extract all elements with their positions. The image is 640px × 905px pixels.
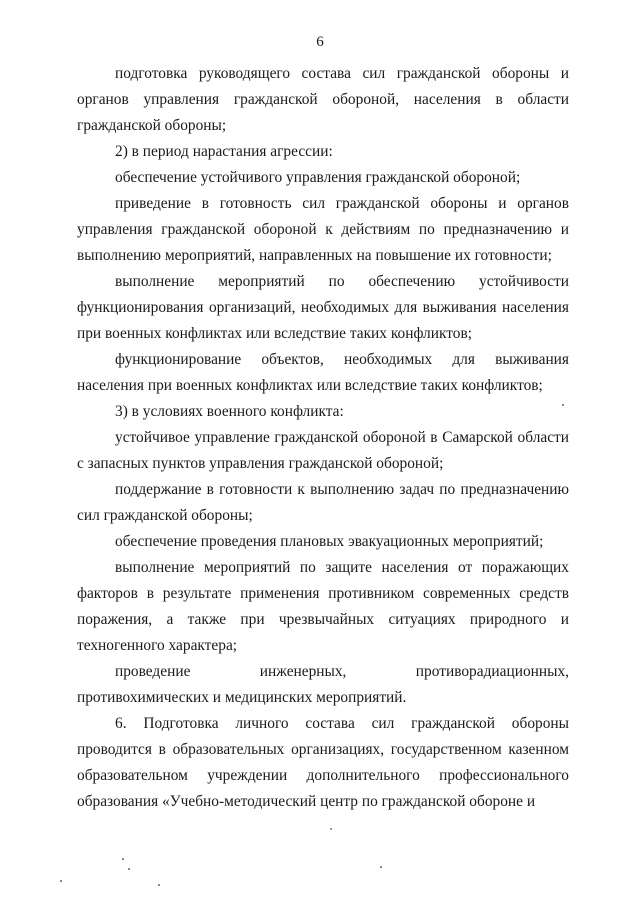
paragraph-10: обеспечение проведения плановых эвакуационных мероприятий; bbox=[115, 533, 544, 550]
document-body bbox=[77, 61, 569, 815]
paragraph-1: подготовка руководящего состава сил гражданской обороны и органов управления гражданской обороной, населения в области гражданской обороны; bbox=[77, 65, 569, 134]
paragraph-3: обеспечение устойчивого управления гражданской обороной; bbox=[115, 169, 521, 186]
scan-speck bbox=[380, 866, 382, 868]
scan-speck bbox=[158, 884, 160, 886]
paragraph-12: проведение инженерных, противорадиационных, противохимических и медицинских мероприятий. bbox=[77, 663, 569, 706]
paragraph-7: 3) в условиях военного конфликта: bbox=[115, 403, 344, 420]
paragraph-11: выполнение мероприятий по защите населения от поражающих факторов в результате применения противником современных средств поражения, а также при чрезвычайных ситуациях природного и техногенного характера; bbox=[77, 559, 569, 654]
paragraph-9: поддержание в готовности к выполнению задач по предназначению сил гражданской обороны; bbox=[77, 481, 569, 524]
scan-speck bbox=[330, 828, 332, 830]
paragraph-8: устойчивое управление гражданской обороной в Самарской области с запасных пунктов управления гражданской обороной; bbox=[77, 429, 569, 472]
paragraph-4: приведение в готовность сил гражданской обороны и органов управления гражданской обороной к действиям по предназначению и выполнению мероприятий, направленных на повышение их готовности; bbox=[77, 195, 569, 264]
page-number: 6 bbox=[316, 34, 324, 50]
scan-speck bbox=[122, 858, 124, 860]
paragraph-13: 6. Подготовка личного состава сил гражданской обороны проводится в образовательных организациях, государственном казенном образовательном учреждении дополнительного профессионального образования «Учебно-методический центр по гражданской обороне и bbox=[77, 715, 569, 810]
scan-speck bbox=[562, 404, 564, 406]
paragraph-5: выполнение мероприятий по обеспечению устойчивости функционирования организаций, необходимых для выживания населения при военных конфликтах или вследствие таких конфликтов; bbox=[77, 273, 569, 342]
scan-speck bbox=[60, 880, 62, 882]
paragraph-2: 2) в период нарастания агрессии: bbox=[115, 143, 333, 160]
paragraph-6: функционирование объектов, необходимых для выживания населения при военных конфликтах или вследствие таких конфликтов; bbox=[77, 351, 569, 394]
scan-speck bbox=[128, 868, 130, 870]
